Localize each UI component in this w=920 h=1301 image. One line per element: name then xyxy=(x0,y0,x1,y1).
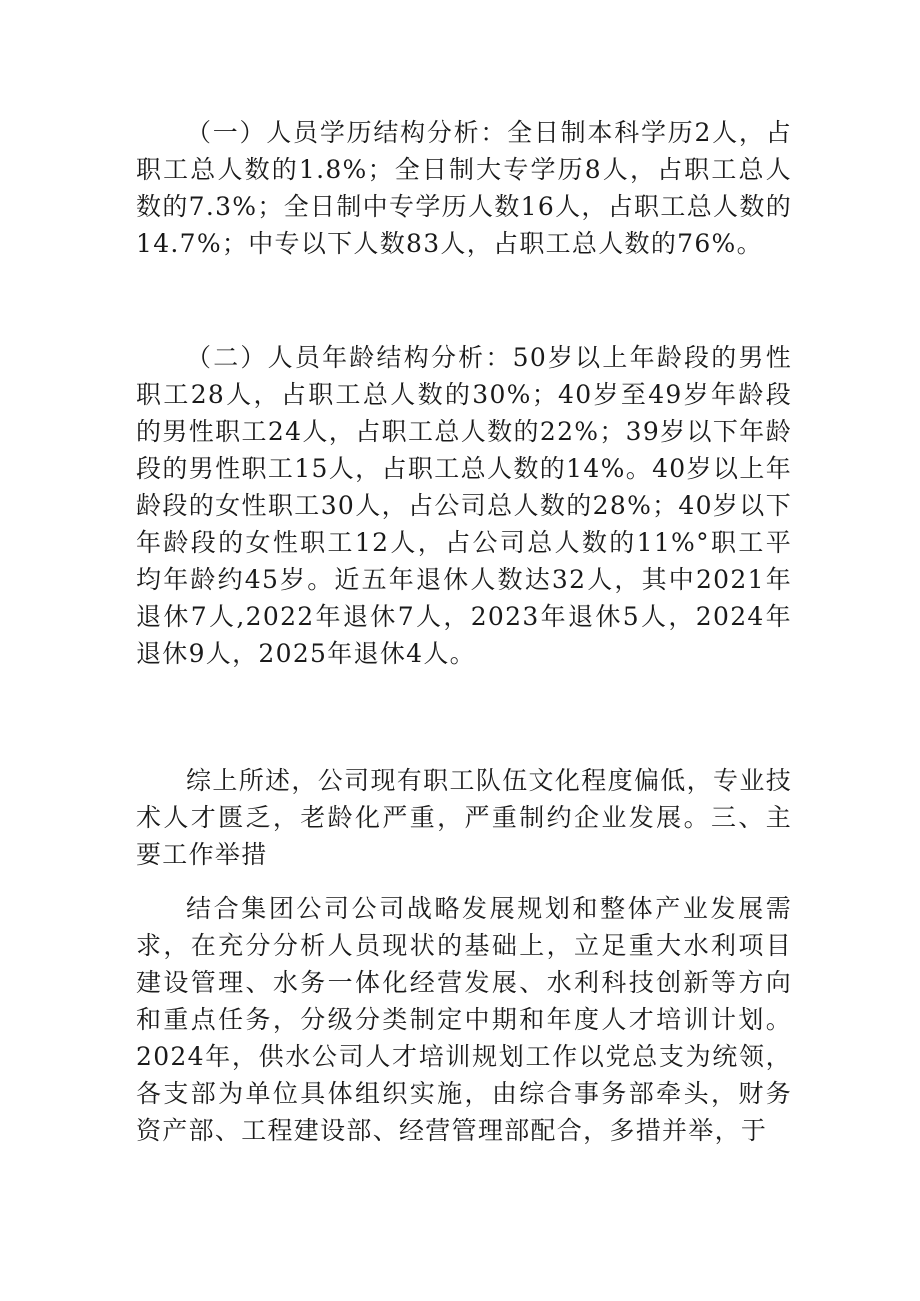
paragraph-age-structure: （二）人员年龄结构分析：50岁以上年龄段的男性职工28人，占职工总人数的30%；40岁至49岁年龄段的男性职工24人，占职工总人数的22%；39岁以下年龄段的男性职工15人，占职工总人数的14%。40岁以上年龄段的女性职工30人，占公司总人数的28%；40岁以下年龄段的女性职工12人，占公司总人数的11%°职工平均年龄约45岁。近五年退休人数达32人，其中2021年退休7人,2022年退休7人，2023年退休5人，2024年退休9人，2025年退休4人。 xyxy=(136,343,792,668)
paragraph-training-plan: 结合集团公司公司战略发展规划和整体产业发展需求，在充分分析人员现状的基础上，立足重大水利项目建设管理、水务一体化经营发展、水利科技创新等方向和重点任务，分级分类制定中期和年度人才培训计划。2024年，供水公司人才培训规划工作以党总支为统领，各支部为单位具体组织实施，由综合事务部牵头，财务资产部、工程建设部、经营管理部配合，多措并举，于 xyxy=(136,894,792,1145)
paragraph-education-structure: （一）人员学历结构分析：全日制本科学历2人，占职工总人数的1.8%；全日制大专学历8人，占职工总人数的7.3%；全日制中专学历人数16人，占职工总人数的14.7%；中专以下人数83人，占职工总人数的76%。 xyxy=(136,118,792,258)
paragraph-summary: 综上所述，公司现有职工队伍文化程度偏低，专业技术人才匮乏，老龄化严重，严重制约企业发展。三、主要工作举措 xyxy=(136,766,792,869)
